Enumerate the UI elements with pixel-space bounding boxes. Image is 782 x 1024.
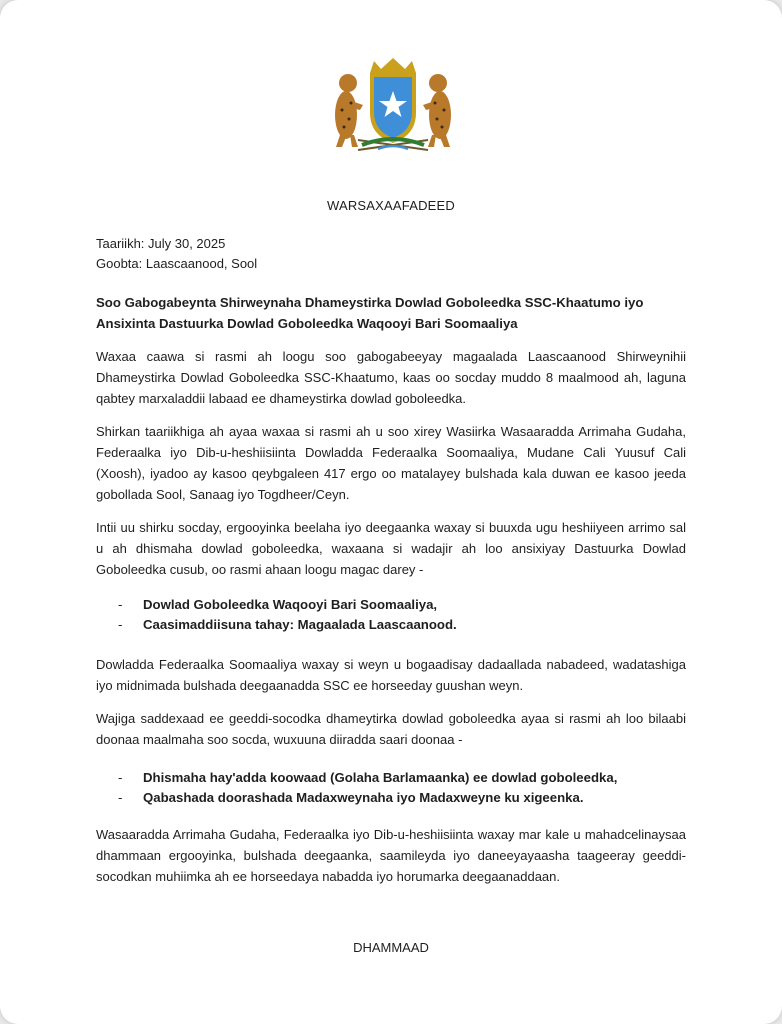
list-item-text: Qabashada doorashada Madaxweynaha iyo Madaxweyne ku xigeenka. [143,790,584,805]
bullet-marker: - [118,770,123,785]
bullet-list-1 [118,595,698,635]
list-item-text: Caasimaddiisuna tahay: Magaalada Laascaanood. [143,617,457,632]
paragraph-4: Dowladda Federaalka Soomaaliya waxay si weyn u bogaadisay dadaallada nabadeed, wadatashiga iyo midnimada bulshada deegaanadda SSC ee horseeday guushan weyn. [96,657,686,693]
bullet-marker: - [118,597,123,612]
document-location: Goobta: Laascaanood, Sool [96,256,258,271]
left-leopard-icon [335,74,363,147]
document-title: Soo Gabogabeynta Shirweynaha Dhameystirka Dowlad Goboleedka SSC-Khaatumo iyo Ansixinta Dastuurka Dowlad Goboleedka Waqooyi Bari Soomaaliya [96,295,644,331]
list-item-text: Dhismaha hay'adda koowaad (Golaha Barlamaanka) ee dowlad goboleedka, [143,770,618,785]
bullet-marker: - [118,790,123,805]
document-closing: DHAMMAAD [353,940,429,955]
paragraph-2: Shirkan taariikhiga ah ayaa waxaa si rasmi ah u soo xirey Wasiirka Wasaaradda Arrimaha Gudaha, Federaalka iyo Dib-u-heshiisiinta Dowladda Federaalka Soomaaliya, Mudane Cali Yuusuf Cali (Xoosh), iyadoo ay kasoo qeybgaleen 417 ergo oo matalayey bulshada kala duwan ee kasoo jeeda gobollada Sool, Sanaag iyo Togdheer/Ceyn. [96,424,686,502]
paragraph-1: Waxaa caawa si rasmi ah loogu soo gabogabeeyay magaalada Laascaanood Shirweynihii Dhameystirka Dowlad Goboleedka SSC-Khaatumo, kaas oo socday muddo 8 maalmood ah, laguna qabtey marxaladdii labaad ee dhameystirka dowlad goboleedka. [96,349,686,406]
list-item-text: Dowlad Goboleedka Waqooyi Bari Soomaaliya, [143,597,438,612]
list-item [118,615,698,635]
list-item [118,788,698,808]
paragraph-6: Wasaaradda Arrimaha Gudaha, Federaalka iyo Dib-u-heshiisiinta waxay mar kale u mahadcelinaysaa dhammaan ergooyinka, bulshada deegaanka, saamileyda iyo daneeyayaasha taageeray geeddi-socodkan muhiimka ah ee horseedaya nabadda iyo horumarka deegaanaddaan. [96,827,686,884]
document-date: Taariikh: July 30, 2025 [96,236,226,251]
paragraph-5: Wajiga saddexaad ee geeddi-socodka dhameytirka dowlad goboleedka ayaa si rasmi ah loo bilaabi doonaa maalmaha soo socda, wuxuuna diiradda saari doonaa - [96,711,686,747]
bullet-list-2 [118,768,698,808]
paragraph-3: Intii uu shirku socday, ergooyinka beelaha iyo deegaanka waxay si buuxda ugu heshiiyeen arrimo sal u ah dhismaha dowlad goboleedka, waxaana si wadajir ah loo ansixiyay Dastuurka Dowlad Goboleedka cusub, oo rasmi ahaan loogu magac darey - [96,520,686,577]
right-leopard-icon [423,74,451,147]
coat-of-arms-icon [318,55,468,155]
list-item [118,595,698,615]
crown-icon [370,58,416,73]
bullet-marker: - [118,617,123,632]
document-meta [96,234,257,274]
document-heading: WARSAXAAFADEED [326,198,455,213]
list-item [118,768,698,788]
